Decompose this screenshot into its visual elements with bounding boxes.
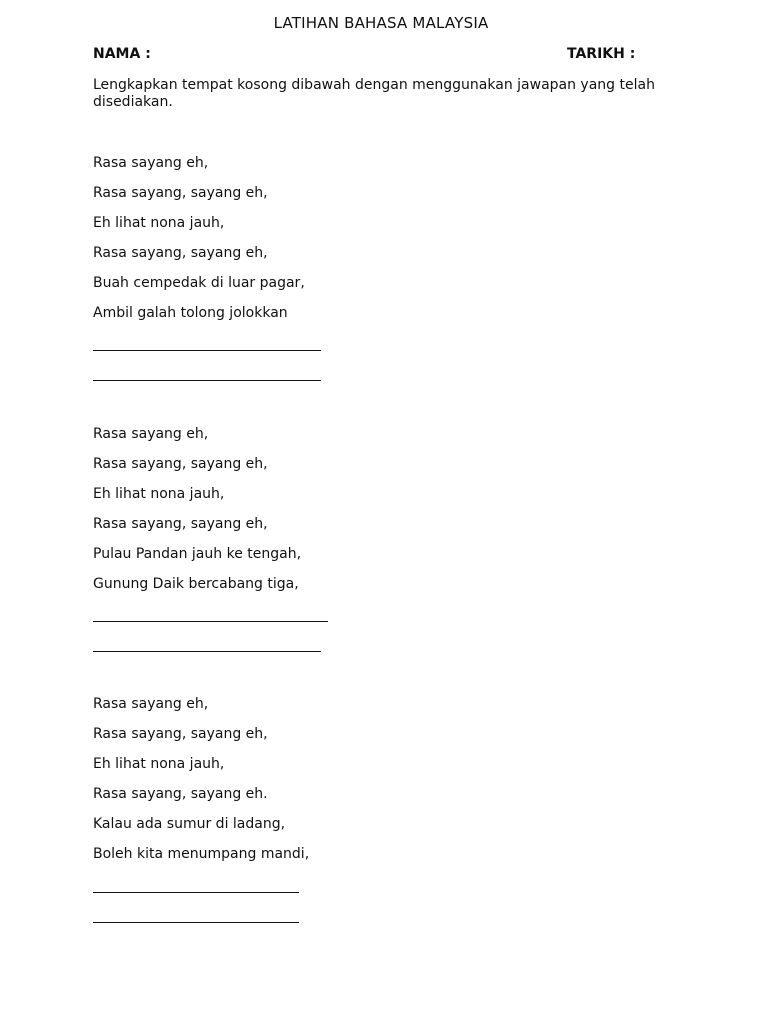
verse-2-line-4: Rasa sayang, sayang eh, [93, 516, 268, 532]
verse-2-line-1: Rasa sayang eh, [93, 426, 209, 442]
verse-3-blank-1[interactable] [93, 892, 299, 893]
verse-2-line-3: Eh lihat nona jauh, [93, 486, 225, 502]
verse-2-blank-2[interactable] [93, 651, 321, 652]
verse-1-line-4: Rasa sayang, sayang eh, [93, 245, 268, 261]
verse-2-line-6: Gunung Daik bercabang tiga, [93, 576, 299, 592]
verse-1-line-3: Eh lihat nona jauh, [93, 215, 225, 231]
verse-3-blank-2[interactable] [93, 922, 299, 923]
verse-3-line-5: Kalau ada sumur di ladang, [93, 816, 286, 832]
verse-3-line-3: Eh lihat nona jauh, [93, 756, 225, 772]
verse-1-line-6: Ambil galah tolong jolokkan [93, 305, 288, 321]
verse-1-line-5: Buah cempedak di luar pagar, [93, 275, 305, 291]
verse-2-line-2: Rasa sayang, sayang eh, [93, 456, 268, 472]
verse-3-line-4: Rasa sayang, sayang eh. [93, 786, 268, 802]
verse-1-blank-1[interactable] [93, 350, 321, 351]
verse-1-line-1: Rasa sayang eh, [93, 155, 209, 171]
tarikh-label: TARIKH : [567, 46, 636, 62]
verse-2-line-5: Pulau Pandan jauh ke tengah, [93, 546, 302, 562]
page-title: LATIHAN BAHASA MALAYSIA [273, 14, 489, 32]
verse-1-blank-2[interactable] [93, 380, 321, 381]
instructions-text: Lengkapkan tempat kosong dibawah dengan menggunakan jawapan yang telah disediakan. [93, 77, 655, 110]
verse-2-blank-1[interactable] [93, 621, 328, 622]
nama-label: NAMA : [93, 46, 151, 62]
verse-3-line-1: Rasa sayang eh, [93, 696, 209, 712]
verse-1-line-2: Rasa sayang, sayang eh, [93, 185, 268, 201]
verse-3-line-2: Rasa sayang, sayang eh, [93, 726, 268, 742]
verse-3-line-6: Boleh kita menumpang mandi, [93, 846, 310, 862]
